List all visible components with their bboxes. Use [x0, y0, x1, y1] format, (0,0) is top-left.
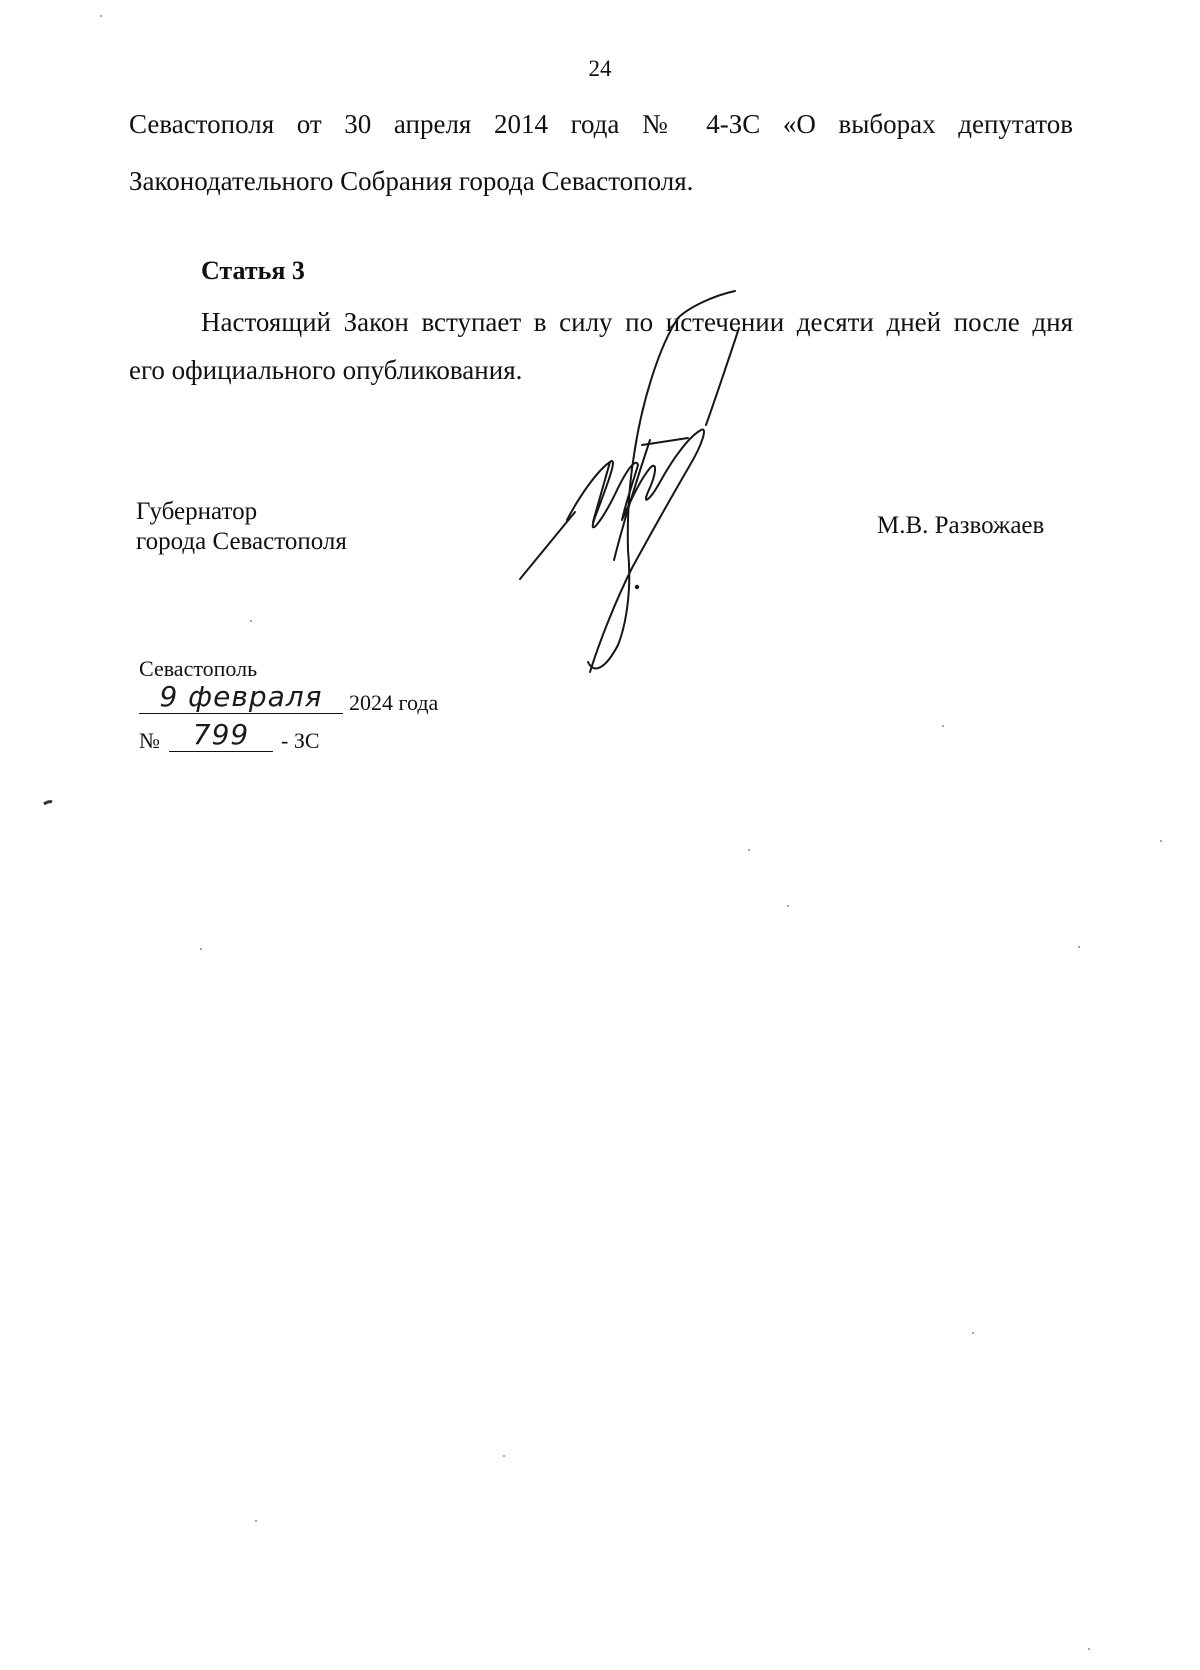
date-year: 2024 года	[349, 690, 439, 715]
city-label: Севастополь	[139, 656, 258, 681]
page-number: 24	[588, 56, 612, 81]
continuation-line-1: Севастополя от 30 апреля 2014 года № 4-ЗС «О выборах депутатов	[129, 109, 1073, 139]
continuation-line-2: Законодательного Собрания города Севастополя.	[129, 166, 694, 196]
handwritten-number: 799	[169, 718, 273, 752]
signatory-title-line-1: Губернатор	[136, 498, 258, 525]
number-suffix: - ЗС	[281, 728, 320, 753]
scan-speck	[250, 620, 252, 622]
scan-speck	[787, 905, 789, 907]
number-prefix: №	[139, 728, 160, 753]
scan-speck	[1078, 946, 1080, 948]
article-text-line-2: его официального опубликования.	[129, 355, 523, 385]
scan-speck	[1088, 1648, 1090, 1650]
scan-speck	[200, 948, 202, 950]
scan-speck	[255, 1520, 257, 1522]
article-heading: Статья 3	[201, 256, 305, 285]
scan-speck	[972, 1332, 974, 1334]
signatory-name: М.В. Развожаев	[877, 512, 1045, 539]
article-text-line-1: Настоящий Закон вступает в силу по истечении десяти дней после дня	[201, 307, 1073, 337]
signatory-title-line-2: города Севастополя	[136, 528, 347, 555]
scan-speck	[942, 725, 944, 727]
scan-speck	[748, 849, 750, 851]
scan-speck	[503, 1455, 505, 1457]
scan-speck	[100, 15, 102, 17]
handwritten-date: 9 февраля	[139, 680, 343, 714]
scan-speck	[1160, 840, 1162, 842]
